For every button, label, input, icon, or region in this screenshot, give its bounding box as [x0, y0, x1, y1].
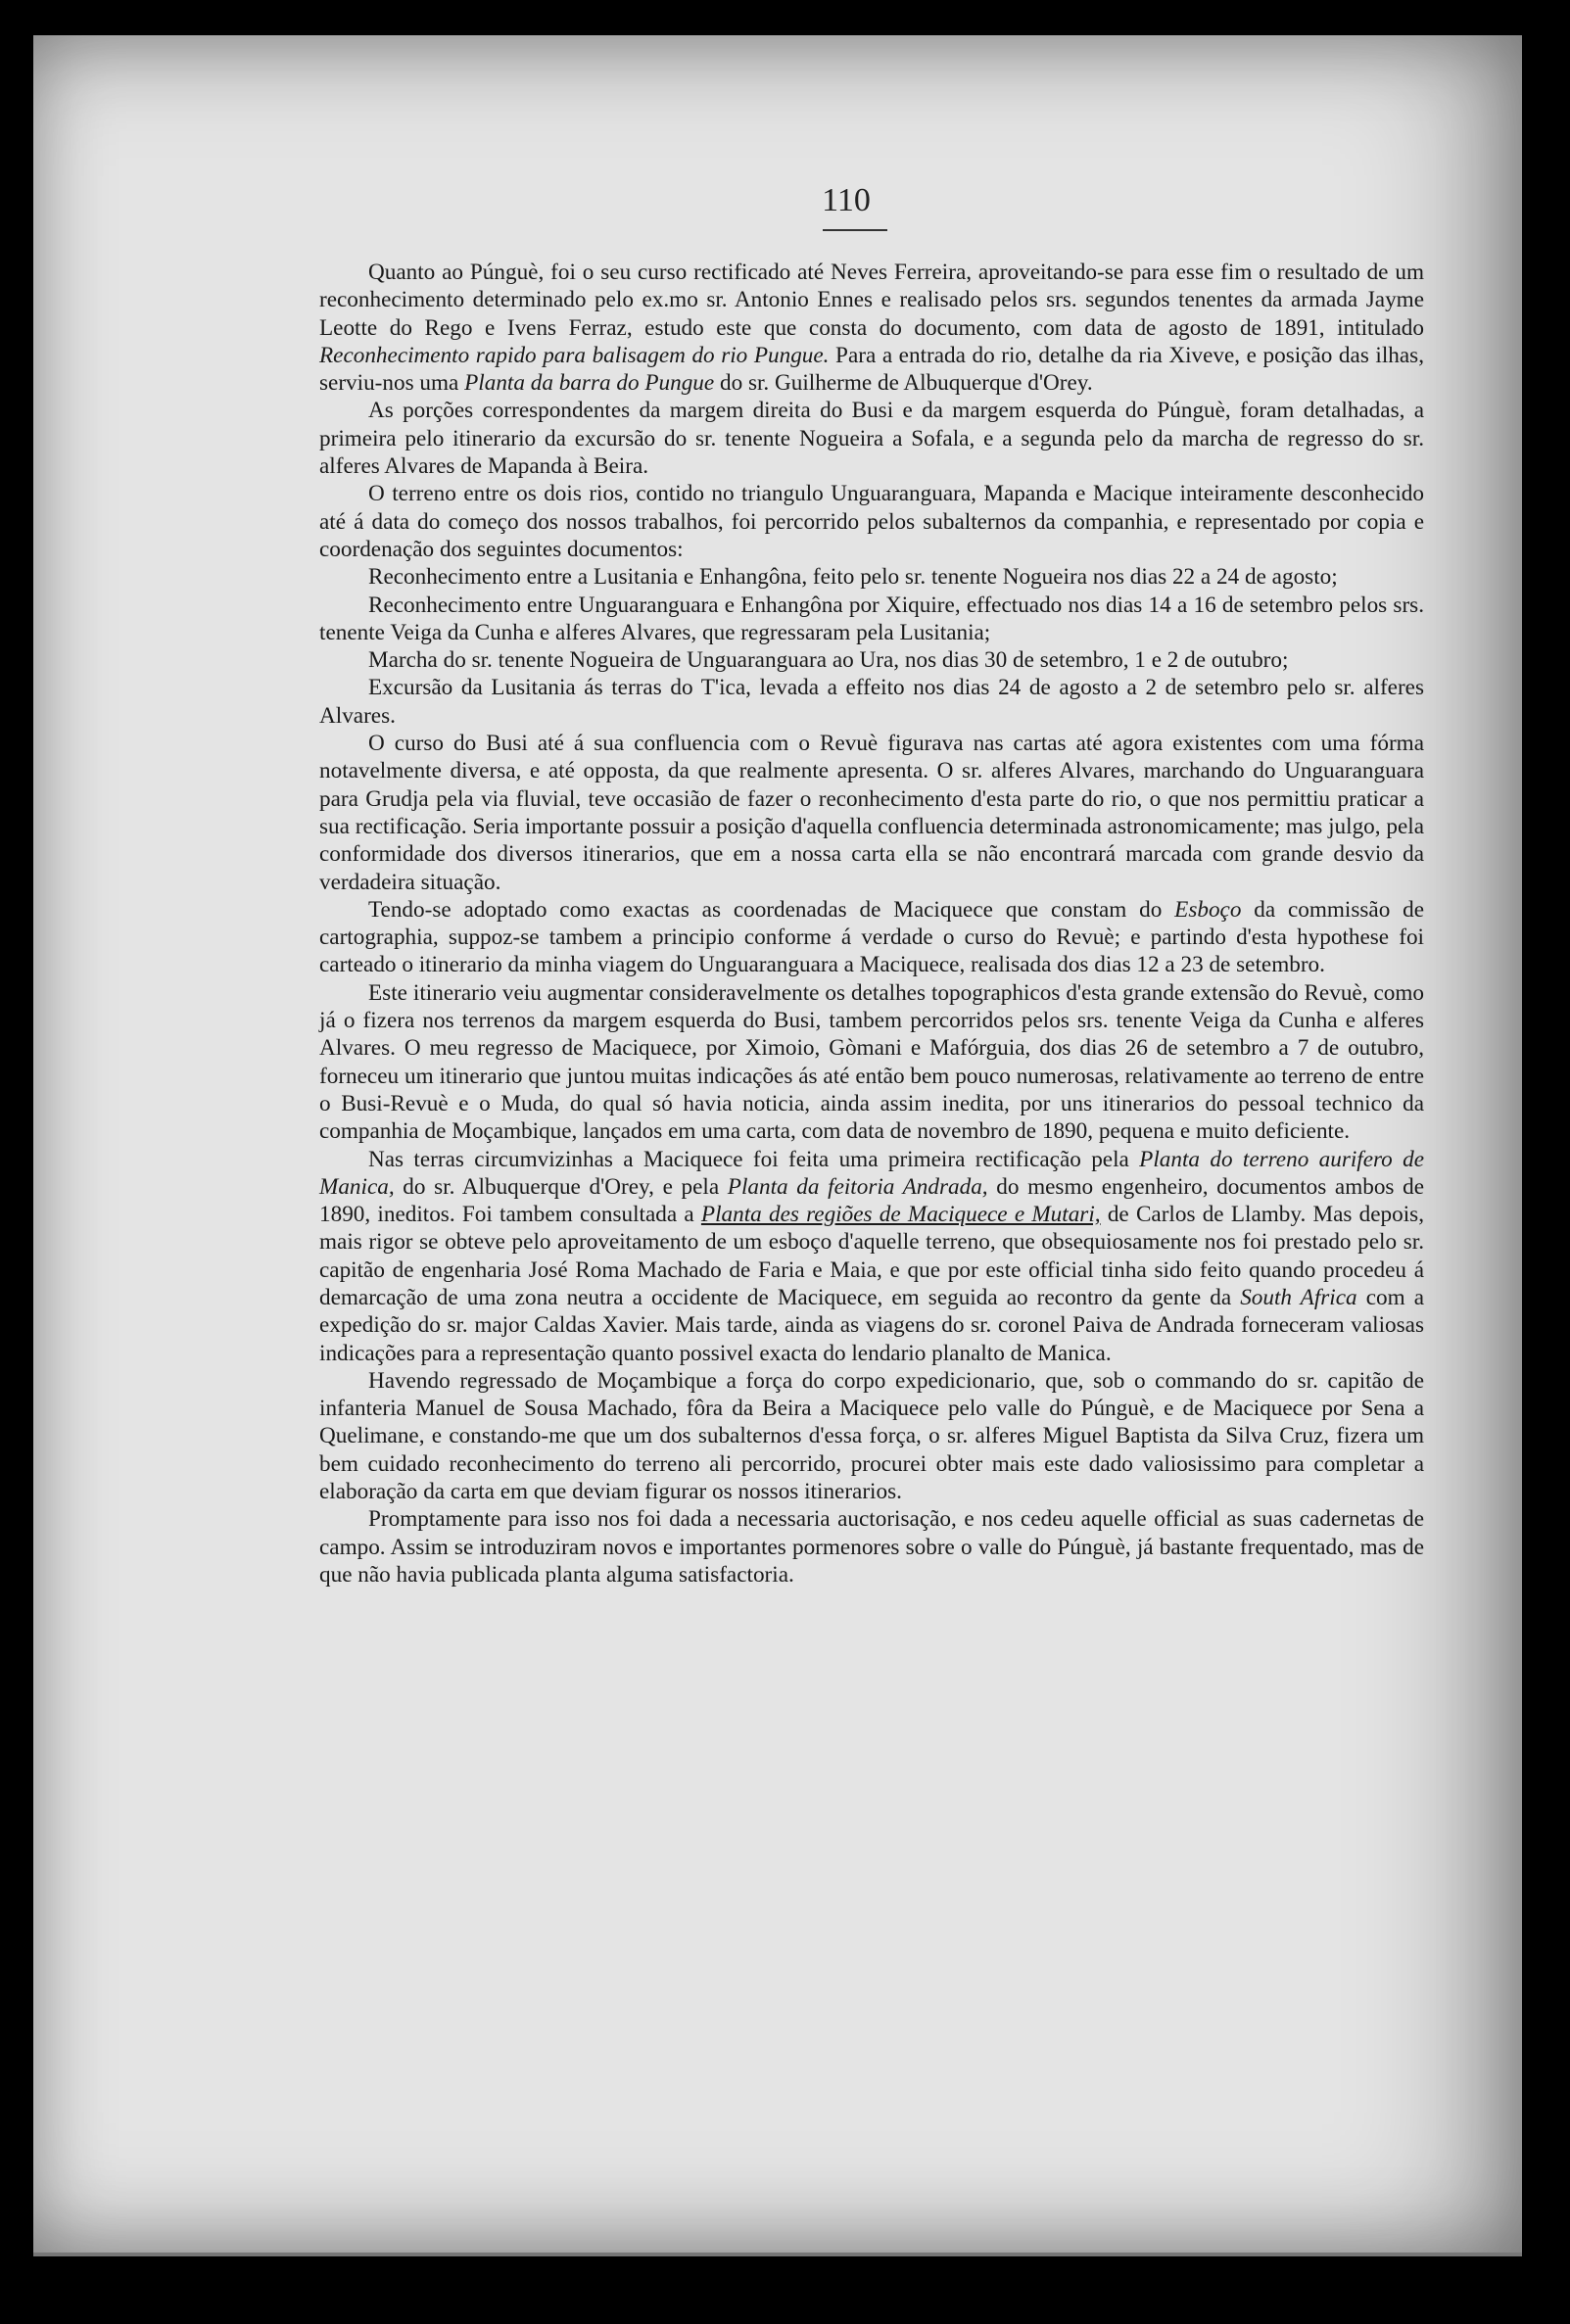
paragraph [319, 1505, 1424, 1589]
text-run: Promptamente para isso nos foi dada a necessaria auctorisação, e nos cedeu aquelle official as suas cadernetas de campo. Assim se introduziram novos e importantes pormenores sobre o valle do Púnguè, já bastante frequentado, mas de que não havia publicada planta alguma satisfactoria. [319, 1506, 1424, 1588]
paragraph [319, 646, 1424, 674]
text-run: O curso do Busi até á sua confluencia com o Revuè figurava nas cartas até agora existentes com uma fórma notavelmente diversa, e até opposta, da que realmente apresenta. O sr. alferes Alvares, marchando do Unguaranguara para Grudja pela via fluvial, teve occasião de fazer o reconhecimento d'esta parte do rio, o que nos permittiu praticar a sua rectificação. Seria importante possuir a posição d'aquella confluencia determinada astronomicamente; mas julgo, pela conformidade dos diversos itinerarios, que em a nossa carta ella se não encontrará marcada com grande desvio da verdadeira situação. [319, 731, 1424, 895]
text-run: da commissão de cartographia, suppoz-se tambem a principio conforme á verdade o curso do Revuè; e partindo d'esta hypothese foi carteado o itinerario da minha viagem do Unguaranguara a Maciquece, realisada dos dias 12 a 23 de setembro. [319, 896, 1424, 978]
text-run: do sr. Albuquerque d'Orey, e pela [394, 1173, 728, 1200]
text-run: O terreno entre os dois rios, contido no triangulo Unguaranguara, Mapanda e Macique inteiramente desconhecido até á data do começo dos nossos trabalhos, foi percorrido pelos subalternos da companhia, e representado por copia e coordenação dos seguintes documentos: [319, 481, 1424, 562]
paragraph [319, 896, 1424, 979]
text-run: de Carlos de Llamby. Mas depois, mais rigor se obteve pelo aproveitamento de um esboço d'aquelle terreno, que obsequiosamente nos foi prestado pelo sr. capitão de engenharia José Roma Machado de Faria e Maia, e que por este official tinha sido feito quando procedeu á demarcação de uma zona neutra a occidente de Maciquece, em seguida ao recontro da gente da [319, 1202, 1425, 1310]
italic-text: Planta da barra do Pungue [464, 370, 715, 397]
italic-text: Planta des regiões de Maciquece e Mutari, [700, 1202, 1101, 1228]
text-run: do sr. Guilherme de Albuquerque d'Orey. [714, 370, 1093, 397]
text-run: Tendo-se adoptado como exactas as coordenadas de Maciquece que constam do [368, 896, 1175, 923]
paragraph [319, 1146, 1424, 1367]
body-text [319, 259, 1424, 1589]
text-run: Marcha do sr. tenente Nogueira de Unguaranguara ao Ura, nos dias 30 de setembro, 1 e 2 de outubro; [368, 647, 1289, 674]
paragraph [319, 1367, 1424, 1505]
paragraph [319, 563, 1424, 591]
paragraph [319, 592, 1424, 647]
text-run: Havendo regressado de Moçambique a força do corpo expedicionario, que, sob o commando do sr. capitão de infanteria Manuel de Sousa Machado, fôra da Beira a Maciquece pelo valle do Púnguè, e de Maciquece por Sena a Quelimane, e constando-me que um dos subalternos d'essa força, o sr. alferes Miguel Baptista da Silva Cruz, fizera um bem cuidado reconhecimento do terreno ali percorrido, procurei obter mais este dado valiosissimo para completar a elaboração da carta em que deviam figurar os nossos itinerarios. [319, 1367, 1424, 1505]
text-run: Quanto ao Púnguè, foi o seu curso rectificado até Neves Ferreira, aproveitando-se para esse fim o resultado de um reconhecimento determinado pelo ex.mo sr. Antonio Ennes e realisado pelos srs. segundos tenentes da armada Jayme Leotte do Rego e Ivens Ferraz, estudo este que consta do documento, com data de agosto de 1891, intitulado [319, 260, 1424, 341]
text-run: As porções correspondentes da margem direita do Busi e da margem esquerda do Púnguè, foram detalhadas, a primeira pelo itinerario da excursão do sr. tenente Nogueira a Sofala, e a segunda pelo da marcha de regresso do sr. alferes Alvares de Mapanda à Beira. [319, 398, 1424, 480]
paragraph [319, 730, 1424, 896]
text-run: com a expedição do sr. major Caldas Xavier. Mais tarde, ainda as viagens do sr. coronel Paiva de Andrada forneceram valiosas indicações para a representação quanto possivel exacta do lendario planalto de Manica. [319, 1284, 1425, 1366]
bottom-edge-divider [33, 2253, 1522, 2256]
text-run: do mesmo engenheiro, documentos ambos de 1890, ineditos. Foi tambem consultada a [319, 1173, 1424, 1228]
italic-text: Planta da feitoria Andrada, [727, 1173, 988, 1200]
paragraph [319, 480, 1424, 563]
page-number-rule [823, 229, 887, 231]
text-run: Reconhecimento entre Unguaranguara e Enhangôna por Xiquire, effectuado nos dias 14 a 16 de setembro pelos srs. tenente Veiga da Cunha e alferes Alvares, que regressaram pela Lusitania; [319, 592, 1424, 645]
paragraph [319, 979, 1424, 1146]
text-run: Para a entrada do rio, detalhe da ria Xiveve, e posição das ilhas, serviu-nos uma [319, 342, 1424, 397]
italic-text: Planta do terreno aurifero de Manica, [319, 1146, 1425, 1200]
italic-text: Reconhecimento rapido para balisagem do rio Pungue. [319, 342, 830, 368]
document-page [33, 35, 1522, 2253]
italic-text: South Africa [1240, 1284, 1357, 1310]
text-run: Reconhecimento entre a Lusitania e Enhangôna, feito pelo sr. tenente Nogueira nos dias 22 a 24 de agosto; [368, 564, 1338, 591]
text-run: Excursão da Lusitania ás terras do T'ica, levada a effeito nos dias 24 de agosto a 2 de setembro pelo sr. alferes Alvares. [319, 675, 1424, 729]
paragraph [319, 674, 1424, 730]
text-run: Este itinerario veiu augmentar consideravelmente os detalhes topographicos d'esta grande extensão do Revuè, como já o fizera nos terrenos da margem esquerda do Busi, tambem percorridos pelos srs. tenente Veiga da Cunha e alferes Alvares. O meu regresso de Maciquece, por Ximoio, Gòmani e Mafórguia, dos dias 26 de setembro a 7 de outubro, forneceu um itinerario que juntou muitas indicações ás até então bem pouco numerosas, relativamente ao terreno de entre o Busi-Revuè e o Muda, do qual só havia noticia, ainda assim inedita, por uns itinerarios do pessoal technico da companhia de Moçambique, lançados em uma carta, com data de novembro de 1890, pequena e muito deficiente. [319, 979, 1424, 1145]
paragraph [319, 397, 1424, 480]
paragraph [319, 259, 1424, 397]
page-number: 110 [822, 182, 871, 218]
italic-text: Esboço [1174, 896, 1242, 923]
text-run: Nas terras circumvizinhas a Maciquece foi feita uma primeira rectificação pela [368, 1146, 1140, 1172]
